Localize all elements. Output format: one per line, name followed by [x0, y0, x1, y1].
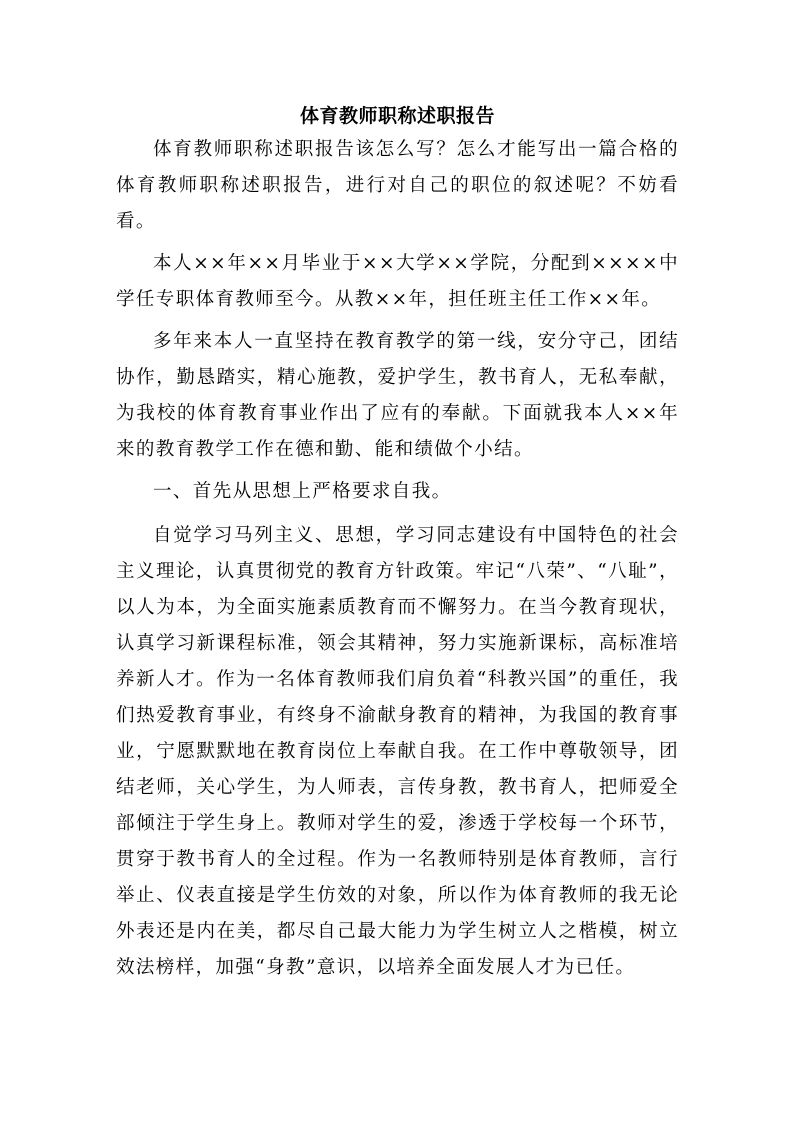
summary-paragraph: 多年来本人一直坚持在教育教学的第一线，安分守己，团结协作，勤恳踏实，精心施教，爱护学生，教书育人，无私奉献，为我校的体育教育事业作出了应有的奉献。下面就我本人××年来的教育教学工作在德和勤、能和绩做个小结。 — [116, 331, 679, 460]
body-paragraph: 自觉学习马列主义、思想，学习同志建设有中国特色的社会主义理论，认真贯彻党的教育方针政策。牢记“八荣”、“八耻”，以人为本，为全面实施素质教育而不懈努力。在当今教育现状，认真学习新课程标准，领会其精神，努力实施新课标，高标准培养新人才。作为一名体育教师我们肩负着“科教兴国”的重任，我们热爱教育事业，有终身不渝献身教育的精神，为我国的教育事业，宁愿默默地在教育岗位上奉献自我。在工作中尊敬领导，团结老师，关心学生，为人师表，言传身教，教书育人，把师爱全部倾注于学生身上。教师对学生的爱，渗透于学校每一个环节，贯穿于教书育人的全过程。作为一名教师特别是体育教师，言行举止、仪表直接是学生仿效的对象，所以作为体育教师的我无论外表还是内在美，都尽自己最大能力为学生树立人之楷模，树立效法榜样，加强“身教”意识，以培养全面发展人才为已任。 — [116, 525, 679, 978]
intro-paragraph: 体育教师职称述职报告该怎么写？怎么才能写出一篇合格的体育教师职称述职报告，进行对自己的职位的叙述呢？不妨看看。 — [116, 139, 679, 232]
section-heading: 一、首先从思想上严格要求自我。 — [153, 481, 452, 502]
document-page — [116, 96, 679, 992]
background-paragraph: 本人××年××月毕业于××大学××学院，分配到××××中学任专职体育教师至今。从教××年，担任班主任工作××年。 — [116, 253, 679, 310]
document-title: 体育教师职称述职报告 — [299, 105, 495, 127]
